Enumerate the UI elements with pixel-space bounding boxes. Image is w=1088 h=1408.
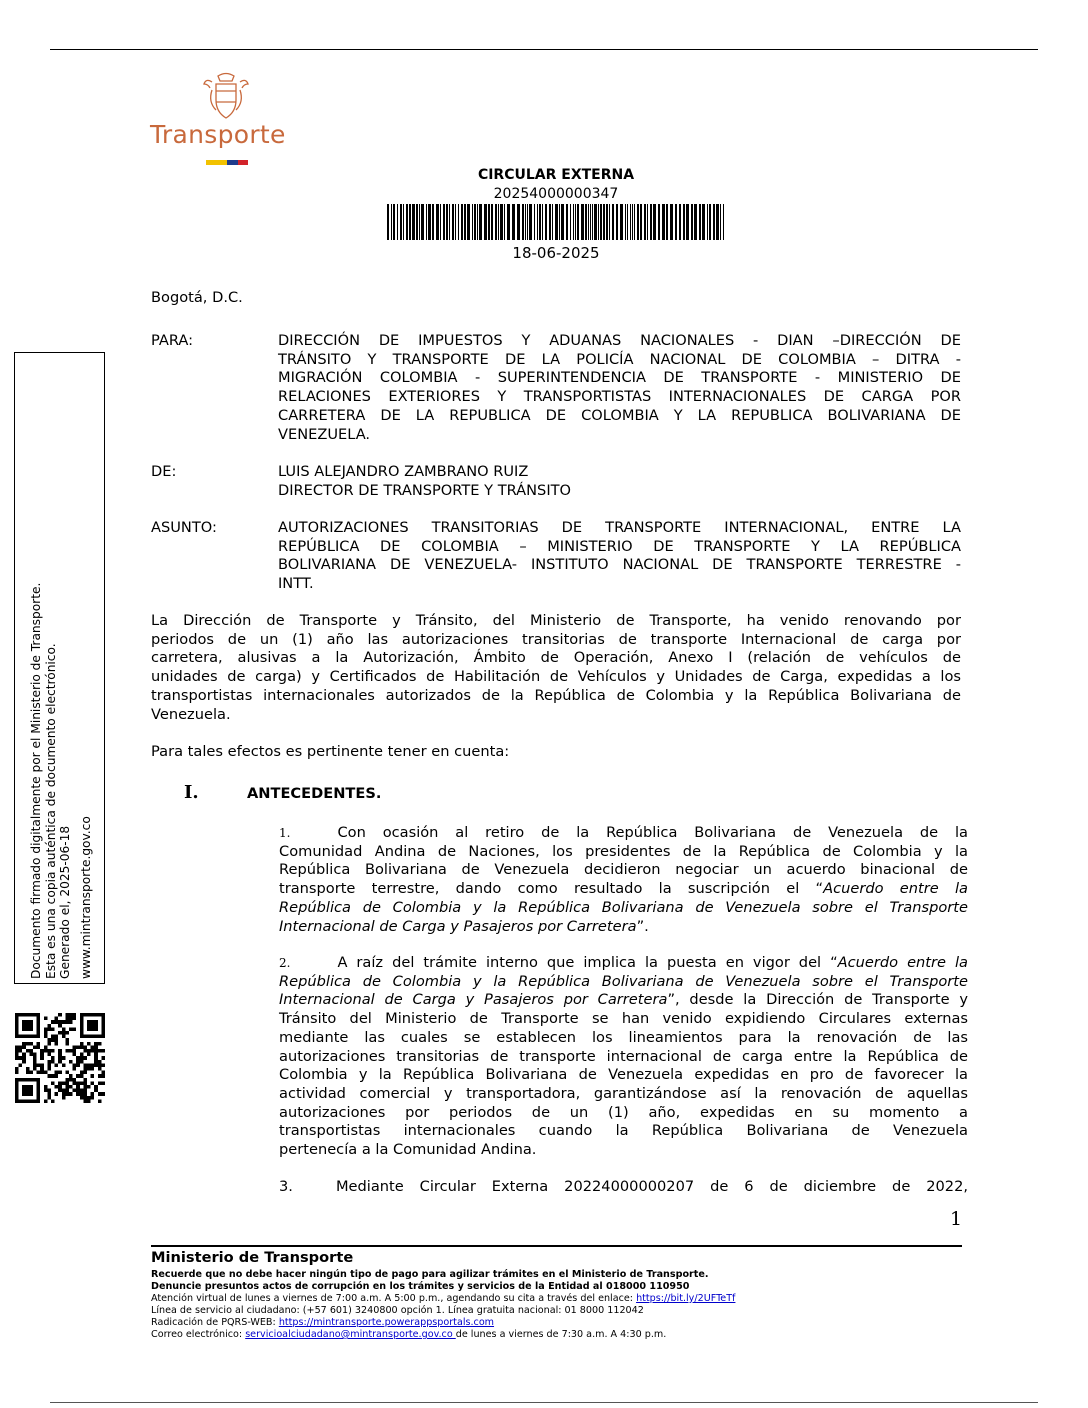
stamp-url: www.mintransporte.gov.co <box>78 816 93 979</box>
radicado-number: 20254000000347 <box>493 186 619 202</box>
intro-line: periodos de un (1) año las autorizaciones transitorias de transporte Internacional de carga por <box>151 630 961 648</box>
barcode <box>387 204 727 240</box>
item-text: autorizaciones transitorias de transporte internacional de carga entre la República de <box>279 1047 968 1065</box>
footer-phone: Línea de servicio al ciudadano: (+57 601) 3240800 opción 1. Línea gratuita nacional: 01 8000 112042 <box>151 1305 644 1316</box>
item-number: 2. <box>279 956 291 970</box>
email-link[interactable]: servicioalciudadano@mintransporte.gov.co <box>245 1329 456 1340</box>
footer-email: Correo electrónico: servicioalciudadano@mintransporte.gov.co de lunes a viernes de 7:30 a.m. A 4:30 p.m. <box>151 1329 667 1340</box>
sender <box>278 463 961 500</box>
item-text-italic: Acuerdo entre la <box>823 880 968 898</box>
item-text: Con ocasión al retiro de la República Bolivariana de Venezuela de la <box>337 824 968 841</box>
digital-signature-stamp <box>14 352 105 984</box>
pqrs-link[interactable]: https://mintransporte.powerappsportals.com <box>278 1317 495 1328</box>
antecedent-item-2 <box>279 954 968 1160</box>
document-type: CIRCULAR EXTERNA <box>477 167 635 183</box>
section-title: ANTECEDENTES. <box>247 785 382 802</box>
footer-notice: Recuerde que no debe hacer ningún tipo de pago para agilizar trámites en el Ministerio de Transporte. <box>151 1269 709 1280</box>
qr-code-icon[interactable] <box>15 1013 105 1103</box>
item-text: autorizaciones por periodos de un (1) año, expedidas en su momento a <box>279 1103 968 1121</box>
item-text: transporte terrestre, dando como resultado la suscripción el “ <box>279 880 824 898</box>
para-line: CARRETERA DE LA REPUBLICA DE COLOMBIA Y LA REPUBLICA BOLIVARIANA DE <box>278 406 961 424</box>
item-text-italic: Internacional de Carga y Pasajeros por Carretera <box>279 917 637 935</box>
stamp-line: Esta es una copia auténtica de documento electrónico. <box>43 643 58 979</box>
subject-line: BOLIVARIANA DE VENEZUELA- INSTITUTO NACIONAL DE TRANSPORTE TERRESTRE - <box>278 556 961 574</box>
intro-line: carretera, alusivas a la Autorización, Ámbito de Operación, Anexo I (relación de vehículos de <box>151 649 961 667</box>
coat-of-arms-icon <box>202 72 250 120</box>
ministry-logo <box>150 72 310 168</box>
intro-paragraph <box>151 612 961 724</box>
document-date: 18-06-2025 <box>512 244 600 262</box>
stamp-line: Documento firmado digitalmente por el Ministerio de Transporte. <box>29 582 43 979</box>
sender-title: DIRECTOR DE TRANSPORTE Y TRÁNSITO <box>278 481 572 499</box>
footer-ministry: Ministerio de Transporte <box>151 1249 354 1266</box>
item-number: 1. <box>279 826 291 840</box>
item-text: Comunidad Andina de Naciones, los presidentes de la República de Colombia y la <box>279 842 968 860</box>
footer-notice: Denuncie presuntos actos de corrupción en los trámites y servicios de la Entidad al 018000 110950 <box>151 1281 690 1292</box>
section-number: I. <box>184 782 199 803</box>
sender-name: LUIS ALEJANDRO ZAMBRANO RUIZ <box>278 463 529 480</box>
para-line: DIRECCIÓN DE IMPUESTOS Y ADUANAS NACIONALES - DIAN –DIRECCIÓN DE <box>278 332 961 349</box>
intro-followup: Para tales efectos es pertinente tener en cuenta: <box>151 743 510 760</box>
item-text-italic: Internacional de Carga y Pasajeros por Carretera <box>279 991 668 1009</box>
para-label: PARA: <box>151 332 194 349</box>
logo-wordmark: Transporte <box>150 120 286 149</box>
page-number: 1 <box>950 1208 963 1230</box>
antecedent-item-1 <box>279 824 968 936</box>
item-text: mediante las cuales se establecen los lineamientos para la renovación de las <box>279 1028 968 1046</box>
para-line: TRÁNSITO Y TRANSPORTE DE LA POLICÍA NACIONAL DE COLOMBIA – DITRA - <box>278 350 961 368</box>
item-text: República Bolivariana de Venezuela decidieron negociar un acuerdo binacional de <box>279 861 968 879</box>
stamp-text <box>29 359 93 979</box>
para-recipients <box>278 332 961 444</box>
footer-attention: Atención virtual de lunes a viernes de 7:00 a.m. A 5:00 p.m., agendando su cita a través del enlace: https://bit.ly/2UFTeTf <box>151 1293 736 1304</box>
subject <box>278 519 961 594</box>
antecedent-item-3 <box>279 1178 968 1197</box>
footer-rule <box>151 1245 962 1247</box>
subject-line: INTT. <box>278 575 314 593</box>
item-number: 3. <box>279 1178 293 1195</box>
footer-pqrs: Radicación de PQRS-WEB: https://mintransporte.powerappsportals.com <box>151 1317 495 1328</box>
item-text: A raíz del trámite interno que implica la puesta en vigor del “ <box>337 954 838 971</box>
intro-line: La Dirección de Transporte y Tránsito, del Ministerio de Transporte, ha venido renovando por <box>151 612 961 629</box>
subject-line: REPÚBLICA DE COLOMBIA – MINISTERIO DE TRANSPORTE Y LA REPÚBLICA <box>278 537 961 555</box>
item-text: Colombia y la República Bolivariana de Venezuela expedidas en pro de favorecer la <box>279 1066 968 1084</box>
subject-line: AUTORIZACIONES TRANSITORIAS DE TRANSPORTE INTERNACIONAL, ENTRE LA <box>278 519 961 536</box>
de-label: DE: <box>151 463 177 480</box>
item-text-italic: República de Colombia y la República Bolivariana de Venezuela sobre el Transporte <box>279 972 968 990</box>
stamp-line: Generado el, 2025-06-18 <box>58 825 72 979</box>
item-text: ”, desde la Dirección de Transporte y <box>667 991 968 1009</box>
item-text-italic: República de Colombia y la República Bolivariana de Venezuela sobre el Transporte <box>279 898 968 916</box>
para-line: MIGRACIÓN COLOMBIA - SUPERINTENDENCIA DE TRANSPORTE - MINISTERIO DE <box>278 369 961 387</box>
item-text: ”. <box>636 917 649 935</box>
item-text-italic: Acuerdo entre la <box>837 954 968 971</box>
item-text: pertenecía a la Comunidad Andina. <box>279 1141 537 1159</box>
bottom-rule <box>50 1402 1038 1403</box>
intro-line: Venezuela. <box>151 705 231 723</box>
item-text: Tránsito del Ministerio de Transporte se han venido expidiendo Circulares externas <box>279 1010 968 1028</box>
asunto-label: ASUNTO: <box>151 519 217 536</box>
intro-line: transportistas internacionales autorizados de la República de Colombia y la República Bolivariana de <box>151 686 961 704</box>
intro-line: unidades de carga) y Certificados de Habilitación de Vehículos y Unidades de Carga, expedidas a los <box>151 668 961 686</box>
item-text: Mediante Circular Externa 20224000000207 de 6 de diciembre de 2022, <box>335 1178 968 1195</box>
item-text: actividad comercial y transportadora, garantizándose así la renovación de aquellas <box>279 1084 968 1102</box>
attention-link[interactable]: https://bit.ly/2UFTeTf <box>636 1293 736 1304</box>
flag-stripe <box>206 160 248 165</box>
place: Bogotá, D.C. <box>151 289 243 306</box>
para-line: VENEZUELA. <box>278 425 371 443</box>
top-rule <box>50 49 1038 50</box>
item-text: transportistas internacionales cuando la República Bolivariana de Venezuela <box>279 1122 968 1140</box>
para-line: RELACIONES EXTERIORES Y TRANSPORTISTAS INTERNACIONALES DE CARGA POR <box>278 388 961 406</box>
